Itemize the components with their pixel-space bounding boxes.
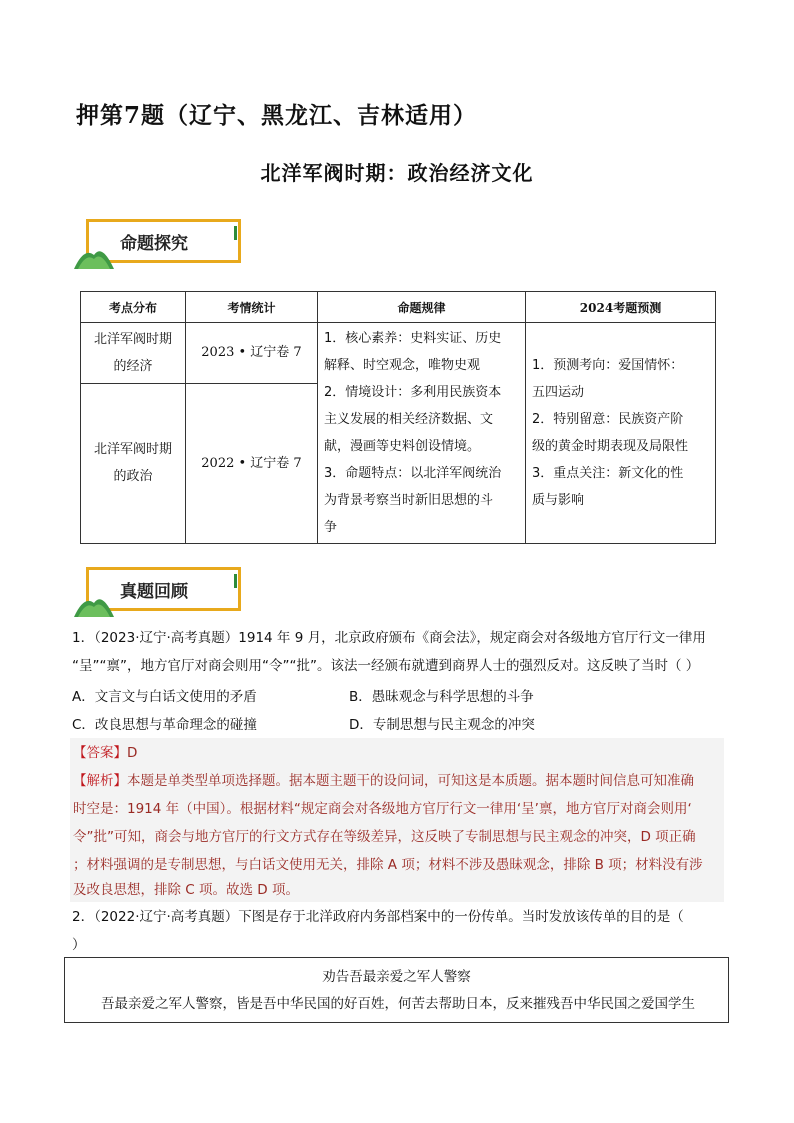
option-d[interactable]: D．专制思想与民主观念的冲突 [349, 717, 535, 733]
rule-line: 1．核心素养：史料实证、历史 [324, 331, 502, 346]
rule-line: 争 [324, 520, 338, 535]
question-line: 1．（2023·辽宁·高考真题）1914 年 9 月，北京政府颁布《商会法》，规定商会对各级地方官厅行文一律用 [72, 630, 706, 646]
col-header-topic: 考点分布 [81, 292, 186, 323]
question-2-stem [72, 903, 722, 959]
green-tick-decoration [234, 574, 237, 588]
rule-line: 2．情境设计：多利用民族资本 [324, 385, 502, 400]
green-tick-decoration [234, 226, 237, 240]
table-header-row [81, 292, 716, 323]
analysis-line: 时空是：1914 年（中国）。根据材料“规定商会对各级地方官厅行文一律用‘呈’禀，地方官厅对商会则用‘ [73, 801, 692, 817]
leaflet-title: 劝告吾最亲爱之军人警察 [322, 969, 471, 985]
prediction-line: 级的黄金时期表现及局限性 [532, 439, 689, 454]
prediction-line: 2．特别留意：民族资产阶 [532, 412, 684, 427]
question-line: “呈”“禀”，地方官厅对商会则用“令”“批”。该法一经颁布就遭到商界人士的强烈反对。这反映了当时（ ） [72, 658, 700, 674]
topic-line: 北洋军阀时期 [93, 442, 172, 458]
section-label: 命题探究 [120, 234, 188, 254]
page-title: 押第7题（辽宁、黑龙江、吉林适用） [76, 102, 478, 129]
analysis-line: ；材料强调的是专制思想，与白话文使用无关，排除 A 项；材料不涉及愚昧观念，排除 B 项；材料没有涉 [73, 857, 703, 873]
section-header-exploration [74, 219, 254, 275]
leaflet-body: 吾最亲爱之军人警察，皆是吾中华民国的好百姓，何苦去帮助日本，反来摧残吾中华民国之爱国学生 [101, 996, 695, 1012]
analysis-tag: 【解析】 [73, 773, 127, 789]
option-c[interactable]: C．改良思想与革命理念的碰撞 [72, 717, 257, 733]
rule-line: 主义发展的相关经济数据、文 [324, 412, 494, 427]
leaflet-figure [64, 957, 729, 1023]
answer-tag: 【答案】 [73, 745, 127, 761]
stat-cell: 2022 • 辽宁卷 7 [186, 383, 318, 543]
col-header-prediction: 2024考题预测 [526, 292, 716, 323]
topic-line: 的政治 [113, 469, 153, 485]
section-label: 真题回顾 [120, 582, 188, 602]
stat-cell: 2023 • 辽宁卷 7 [186, 323, 318, 384]
option-a[interactable]: A．文言文与白话文使用的矛盾 [72, 689, 257, 705]
section-header-review [74, 567, 254, 623]
page-subtitle: 北洋军阀时期：政治经济文化 [260, 161, 534, 185]
analysis-line: 令”批”可知，商会与地方官厅的行文方式存在等级差异，这反映了专制思想与民主观念的冲突，D 项正确 [73, 829, 696, 845]
hill-icon [74, 239, 114, 269]
rule-line: 献，漫画等史料创设情境。 [324, 439, 481, 454]
prediction-line: 质与影响 [532, 493, 585, 508]
table-row [81, 323, 716, 384]
analysis-line: 及改良思想，排除 C 项。故选 D 项。 [73, 882, 299, 898]
rules-cell [318, 323, 526, 544]
answer-line [73, 741, 137, 761]
rule-line: 为背景考察当时新旧思想的斗 [324, 493, 494, 508]
prediction-line: 1．预测考向：爱国情怀： [532, 358, 684, 373]
prediction-line: 五四运动 [532, 385, 585, 400]
question-line: 2．（2022·辽宁·高考真题）下图是存于北洋政府内务部档案中的一份传单。当时发放该传单的目的是（ [72, 909, 684, 925]
option-b[interactable]: B．愚昧观念与科学思想的斗争 [349, 689, 534, 705]
question-1-stem [72, 624, 722, 680]
rule-line: 解释、时空观念，唯物史观 [324, 358, 481, 373]
topic-line: 北洋军阀时期 [93, 331, 172, 347]
rule-line: 3．命题特点：以北洋军阀统治 [324, 466, 502, 481]
analysis-line [73, 769, 694, 789]
topic-cell [81, 323, 186, 384]
col-header-rules: 命题规律 [318, 292, 526, 323]
exam-analysis-table [80, 291, 716, 544]
topic-line: 的经济 [113, 358, 153, 374]
analysis-text: 本题是单类型单项选择题。据本题主题干的设问词，可知这是本质题。据本题时间信息可知准确 [127, 773, 694, 789]
prediction-line: 3．重点关注：新文化的性 [532, 466, 684, 481]
topic-cell [81, 383, 186, 543]
answer-value: D [127, 745, 138, 761]
prediction-cell [526, 323, 716, 544]
answer-analysis-box [70, 738, 724, 902]
col-header-stats: 考情统计 [186, 292, 318, 323]
question-line: ） [72, 937, 86, 953]
hill-icon [74, 587, 114, 617]
